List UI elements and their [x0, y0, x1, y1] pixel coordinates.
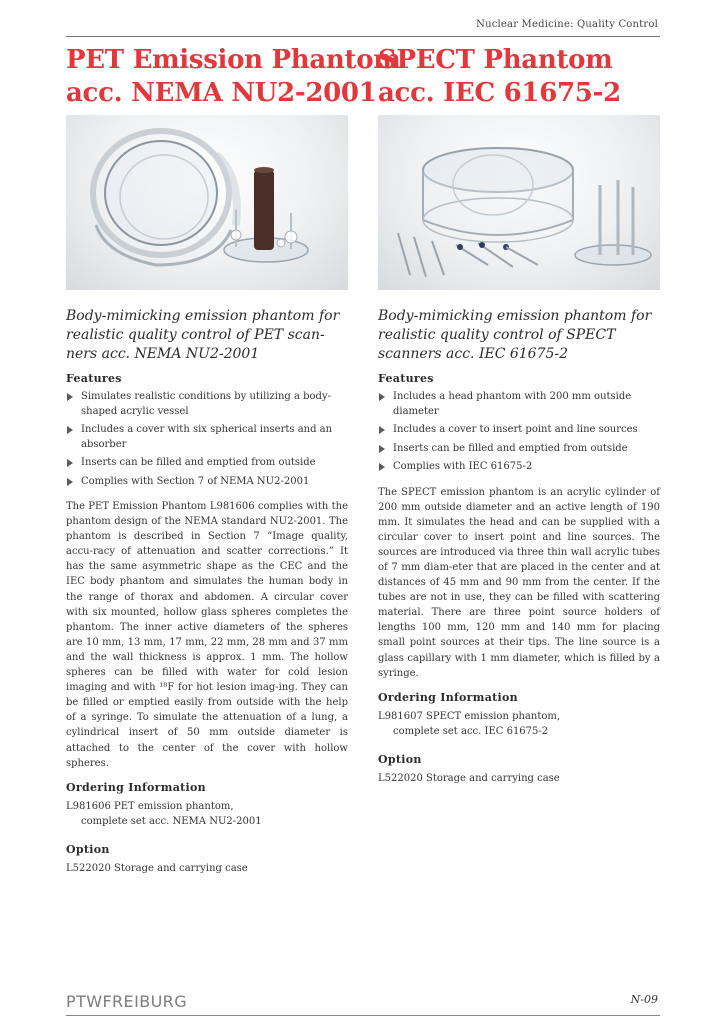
triangle-right-icon — [379, 393, 385, 401]
pet-features-list — [66, 390, 348, 489]
pet-subtitle: Body-mimicking emission phantom for realistic quality control of PET scan-ners acc. NEMA NU2-2001 — [66, 308, 340, 362]
triangle-right-icon — [67, 459, 73, 467]
list-item: Complies with IEC 61675-2 — [378, 460, 660, 475]
spect-phantom-illustration — [378, 115, 660, 290]
pet-title — [66, 44, 401, 110]
triangle-right-icon — [67, 478, 73, 486]
company-logo: PTWFREIBURG — [66, 992, 187, 1011]
footer-divider — [66, 1015, 660, 1016]
triangle-right-icon — [67, 393, 73, 401]
triangle-right-icon — [379, 426, 385, 434]
spect-option-line: L522020 Storage and carrying case — [378, 772, 560, 784]
pet-features-heading: Features — [66, 372, 122, 385]
list-item: Includes a cover with six spherical inserts and an absorber — [66, 423, 348, 452]
spect-title-line2: acc. IEC 61675-2 — [378, 78, 621, 108]
pet-option-line: L522020 Storage and carrying case — [66, 862, 248, 874]
pet-order-line1: L981606 PET emission phantom, — [66, 800, 234, 812]
pet-title-line2: acc. NEMA NU2-2001 — [66, 78, 377, 108]
spect-title — [378, 44, 621, 110]
spect-column — [378, 307, 660, 786]
spect-subtitle: Body-mimicking emission phantom for realistic quality control of SPECT scanners acc. IEC 61675-2 — [378, 308, 652, 362]
pet-column — [66, 307, 348, 876]
list-item: Complies with Section 7 of NEMA NU2-2001 — [66, 475, 348, 490]
pet-option-heading: Option — [66, 842, 110, 856]
list-item: Inserts can be filled and emptied from outside — [66, 456, 348, 471]
spect-title-line1: SPECT Phantom — [378, 45, 613, 75]
pet-order-line2: complete set acc. NEMA NU2-2001 — [81, 815, 262, 827]
list-item: Includes a cover to insert point and line sources — [378, 423, 660, 438]
pet-title-line1: PET Emission Phantom — [66, 45, 401, 75]
spect-description: The SPECT emission phantom is an acrylic cylinder of 200 mm outside diameter and an active length of 190 mm. It simulates the head and can be supplied with a circular cover to insert point and line sources. The sources are introduced via three thin wall acrylic tubes of 7 mm diam-eter that are placed in the center and at distances of 45 mm and 90 mm from the center. If the tubes are not in use, they can be filled with scattering material. There are three point source holders of lengths 100 mm, 120 mm and 140 mm for placing small point sources at their tips. The line source is a glass capillary with 1 mm diameter, which is filled by a syringe. — [378, 486, 660, 679]
list-item: Includes a head phantom with 200 mm outside diameter — [378, 390, 660, 419]
spect-option-heading: Option — [378, 752, 422, 766]
spect-ordering-heading: Ordering Information — [378, 690, 518, 704]
pet-ordering-heading: Ordering Information — [66, 780, 206, 794]
header-divider — [66, 36, 660, 37]
pet-description: The PET Emission Phantom L981606 complies with the phantom design of the NEMA standard NU2-2001. The phantom is described in Section 7 “Image quality, accu-racy of attenuation and scatter corrections.” It has the same asymmetric shape as the CEC and the IEC body phantom and simulates the human body in the range of thorax and abdomen. A circular cover with six mounted, hollow glass spheres completes the phantom. The inner active diameters of the spheres are 10 mm, 13 mm, 17 mm, 22 mm, 28 mm and 37 mm and the wall thickness is approx. 1 mm. The hollow spheres can be filled with water for cold lesion imaging and with ¹⁸F for hot lesion imag-ing. They can be filled or emptied easily from outside with the help of a syringe. To simulate the attenuation of a lung, a cylindrical insert of 50 mm outside diameter is attached to the center of the cover with hollow spheres. — [66, 501, 348, 769]
header-section-label: Nuclear Medicine: Quality Control — [476, 19, 658, 30]
list-item: Inserts can be filled and emptied from outside — [378, 442, 660, 457]
spect-features-list — [378, 390, 660, 475]
page-number: N-09 — [630, 993, 658, 1006]
list-item: Simulates realistic conditions by utilizing a body-shaped acrylic vessel — [66, 390, 348, 419]
spect-order-line2: complete set acc. IEC 61675-2 — [393, 725, 549, 737]
spect-order-line1: L981607 SPECT emission phantom, — [378, 710, 561, 722]
triangle-right-icon — [379, 463, 385, 471]
pet-phantom-illustration — [66, 115, 348, 290]
triangle-right-icon — [379, 445, 385, 453]
pet-phantom-photo — [66, 115, 348, 290]
spect-phantom-photo — [378, 115, 660, 290]
spect-features-heading: Features — [378, 372, 434, 385]
triangle-right-icon — [67, 426, 73, 434]
